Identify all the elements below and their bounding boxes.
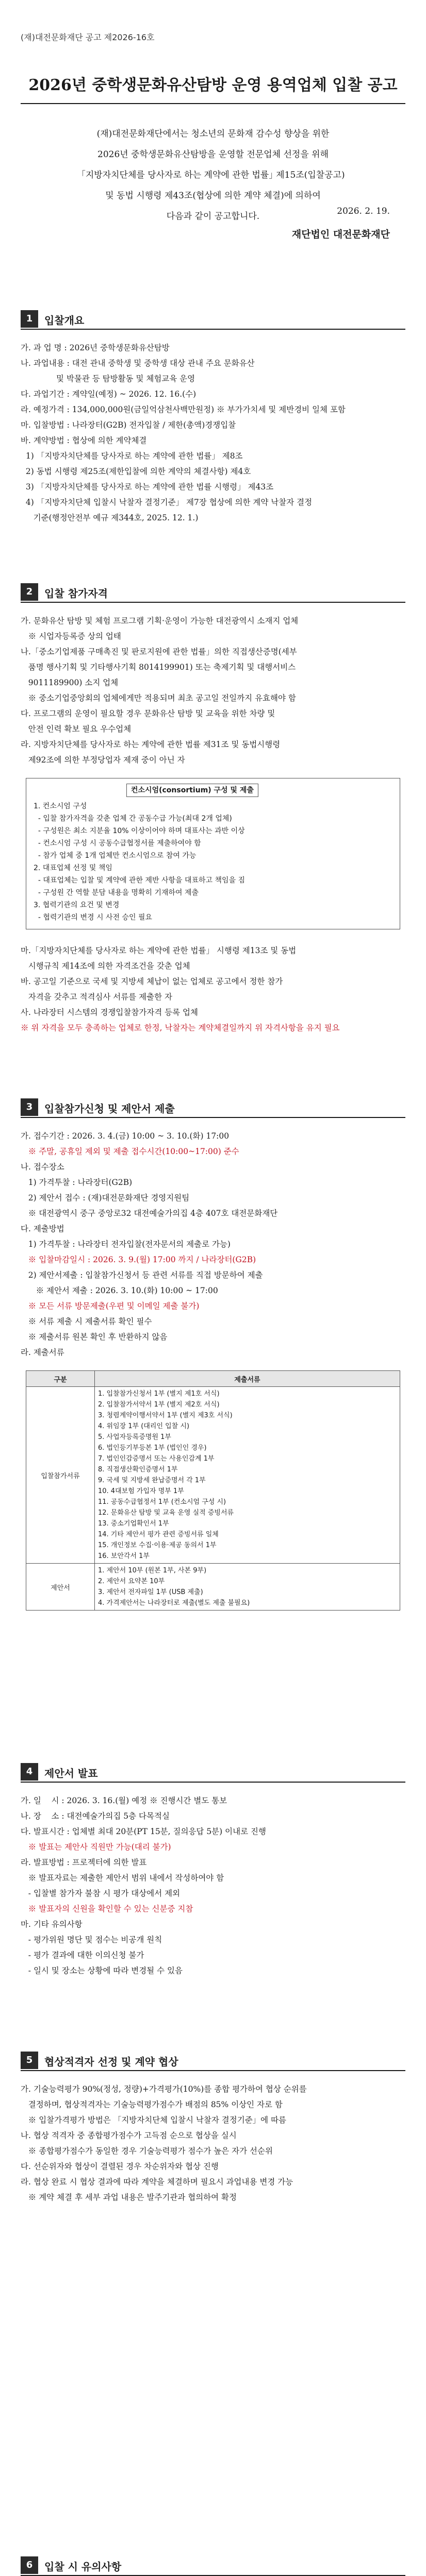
body-line: 나. 장 소 : 대전예술가의집 5층 다목적실 (21, 1811, 170, 1821)
body-line: 다. 과업기간 : 계약일(예정) ~ 2026. 12. 16.(수) (21, 389, 196, 399)
body-line: ※ 서류 제출 시 제출서류 확인 필수 (21, 1317, 152, 1326)
body-line: ※ 시업자등록증 상의 업태 (21, 632, 121, 641)
announcement-number: (재)대전문화재단 공고 제2026-16호 (21, 32, 155, 42)
announcement-date: 2026. 2. 19. (337, 206, 390, 216)
body-line: - 평가위원 명단 및 점수는 비공개 원칙 (21, 1935, 162, 1944)
body-line: 안전 인력 확보 필요 우수업체 (21, 724, 132, 734)
intro-line: 2026년 중학생문화유산탐방을 운영할 전문업체 선정을 위해 (97, 149, 329, 160)
document-item: 4. 위임장 1부 (대리인 입찰 시) (98, 1422, 190, 1430)
body-line: 나. 접수장소 (21, 1162, 64, 1172)
intro-line: 및 동법 시행령 제43조(협상에 의한 계약 체결)에 의하여 (105, 191, 321, 201)
section-number: 2 (21, 583, 38, 601)
section-number: 6 (21, 2556, 38, 2574)
body-line: 2) 제안서제출 : 입찰참가신청서 등 관련 서류를 직접 방문하여 제출 (21, 1270, 263, 1280)
body-line: 결정하며, 협상적격자는 기술능력평가점수가 배점의 85% 이상인 자로 함 (21, 2100, 283, 2109)
document-list (95, 1387, 400, 1564)
body-line: 가. 문화유산 탐방 및 체험 프로그램 기획·운영이 가능한 대전광역시 소재지 업체 (21, 616, 299, 625)
body-line: 마.「지방자치단체를 당사자로 하는 계약에 관한 법률」 시행령 제13조 및 동법 (21, 946, 297, 955)
section-title: 입찰개요 (44, 314, 85, 327)
document-item: 4. 가격제안서는 나라장터로 제출(별도 제출 불필요) (98, 1599, 250, 1607)
section-3-heading (21, 1097, 405, 1118)
body-line: 9011189900) 소지 업체 (21, 678, 119, 687)
section-1-heading (21, 309, 405, 330)
section-title: 협상적격자 선정 및 계약 협상 (44, 2056, 178, 2068)
body-line: ※ 대전광역시 중구 중앙로32 대전예술가의집 4층 407호 대전문화재단 (21, 1209, 278, 1218)
body-line: - 입찰별 참가자 불참 시 평가 대상에서 제외 (21, 1889, 181, 1898)
intro-line: ｢지방자치단체를 당사자로 하는 계약에 관한 법률｣ 제15조(입찰공고) (81, 170, 345, 180)
document-item: 14. 기타 제안서 평가 관련 증빙서류 일체 (98, 1531, 219, 1538)
box-line: - 구성원 간 역할 분담 내용을 명확히 기재하여 제출 (34, 889, 199, 897)
document-item: 9. 국세 및 지방세 완납증명서 각 1부 (98, 1477, 206, 1484)
body-line: 1) 「지방자치단체를 당사자로 하는 계약에 관한 법률」 제8조 (21, 451, 243, 461)
body-line: 라. 발표방법 : 프로젝터에 의한 발표 (21, 1858, 147, 1867)
document-item: 5. 사업자등록증명원 1부 (98, 1433, 171, 1441)
section-title: 입찰 참가자격 (44, 587, 108, 600)
body-line: 및 박물관 등 탐방활동 및 체험교육 운영 (21, 374, 195, 383)
body-line: 바. 계약방법 : 협상에 의한 계약체결 (21, 436, 147, 445)
section-6-heading (21, 2555, 405, 2576)
document-item: 8. 직접생산확인증명서 1부 (98, 1466, 178, 1473)
body-line: 기준(행정안전부 예규 제344호, 2025. 12. 1.) (21, 513, 199, 522)
consortium-info-box (26, 778, 400, 929)
body-line: - 일시 및 장소는 상황에 따라 변경될 수 있음 (21, 1966, 183, 1975)
section-number: 3 (21, 1098, 38, 1116)
intro-line: (재)대전문화재단에서는 청소년의 문화재 감수성 향상을 위한 (96, 129, 330, 139)
section-2-body (21, 613, 405, 768)
document-item: 2. 입찰참가서약서 1부 (별지 제2호 서식) (98, 1401, 220, 1409)
document-item: 11. 공동수급협정서 1부 (컨소시엄 구성 시) (98, 1498, 226, 1506)
document-item: 15. 개인정보 수집·이용·제공 동의서 1부 (98, 1541, 217, 1549)
column-header: 구분 (26, 1371, 95, 1387)
section-5-body (21, 2081, 405, 2205)
body-line: 마. 입찰방법 : 나라장터(G2B) 전자입찰 / 제한(총액)경쟁입찰 (21, 420, 236, 430)
announcing-org: 재단법인 대전문화재단 (291, 229, 390, 240)
box-line: - 입찰 참가자격을 갖춘 업체 간 공동수급 가능(최대 2개 업체) (34, 815, 232, 823)
body-line: ※ 발표자의 신원을 확인할 수 있는 신분증 지참 (21, 1904, 193, 1913)
column-header: 제출서류 (95, 1371, 400, 1387)
box-title: 컨소시엄(consortium) 구성 및 제출 (126, 784, 258, 797)
body-line: 3) 「지방자치단체를 당사자로 하는 계약에 관한 법률 시행령」 제43조 (21, 482, 274, 492)
box-line: - 참가 업체 중 1개 업체만 컨소시엄으로 참여 가능 (34, 852, 196, 860)
body-line: 라. 예정가격 : 134,000,000원(금일억삼천사백만원정) ※ 부가가치세 및 제반경비 일체 포함 (21, 405, 346, 414)
body-line: 마. 기타 유의사항 (21, 1920, 83, 1929)
section-2-heading (21, 582, 405, 603)
body-line: - 평가 결과에 대한 이의신청 불가 (21, 1951, 144, 1960)
body-line: 가. 일 시 : 2026. 3. 16.(월) 예정 ※ 진행시간 별도 통보 (21, 1796, 227, 1805)
body-line: 다. 선순위자와 협상이 결렬된 경우 차순위자와 협상 진행 (21, 2162, 219, 2171)
document-item: 1. 제안서 10부 (원본 1부, 사본 9부) (98, 1567, 207, 1574)
section-number: 1 (21, 310, 38, 328)
body-line: 나. 협상 적격자 중 종합평가점수가 고득점 순으로 협상을 실시 (21, 2131, 237, 2140)
document-item: 7. 법인인감증명서 또는 사용인감계 1부 (98, 1455, 215, 1463)
section-title: 입찰 시 유의사항 (44, 2561, 122, 2573)
section-number: 4 (21, 1763, 38, 1781)
section-number: 5 (21, 2052, 38, 2069)
box-line: 3. 협력기관의 요건 및 변경 (34, 901, 120, 909)
section-3-body (21, 1128, 405, 1360)
document-item: 16. 보안각서 1부 (98, 1552, 150, 1560)
body-line: 1) 가격투찰 : 나라장터 전자입찰(전자문서의 제출로 가능) (21, 1240, 231, 1249)
required-documents-table (26, 1370, 400, 1611)
body-line: 라. 협상 완료 시 협상 결과에 따라 계약을 체결하며 필요시 과업내용 변경 가능 (21, 2177, 293, 2187)
section-title: 입찰참가신청 및 제안서 제출 (44, 1103, 175, 1115)
table-row (26, 1387, 400, 1564)
body-line: ※ 모든 서류 방문제출(우편 및 이메일 제출 불가) (21, 1301, 200, 1311)
document-item: 12. 문화유산 탐방 및 교육 운영 실적 증빙서류 (98, 1509, 234, 1517)
box-line: - 컨소시엄 구성 시 공동수급협정서를 제출하여야 함 (34, 839, 201, 848)
body-line: 가. 접수기간 : 2026. 3. 4.(금) 10:00 ~ 3. 10.(화) 17:00 (21, 1131, 230, 1141)
body-line: ※ 발표는 제안사 직원만 가능(대리 불가) (21, 1842, 171, 1852)
body-line: ※ 입찰마감일시 : 2026. 3. 9.(월) 17:00 까지 / 나라장터(G2B) (21, 1255, 256, 1264)
body-line: 라. 제출서류 (21, 1348, 64, 1357)
table-row (26, 1564, 400, 1611)
body-line: 다. 프로그램의 운영이 필요할 경우 문화유산 탐방 및 교육을 위한 차량 및 (21, 709, 275, 718)
body-line: 다. 발표시간 : 업체별 최대 20분(PT 15분, 질의응답 5분) 이내로 진행 (21, 1827, 266, 1836)
body-line: 2) 제안서 접수 : (재)대전문화재단 경영지원팀 (21, 1193, 190, 1202)
box-line: - 구성원은 최소 지분율 10% 이상이어야 하며 대표사는 과반 이상 (34, 827, 245, 835)
box-line: - 협력기관의 변경 시 사전 승인 필요 (34, 913, 152, 922)
document-item: 3. 제안서 전자파일 1부 (USB 제출) (98, 1588, 203, 1596)
body-line: 바. 공고일 기준으로 국세 및 지방세 체납이 없는 업체로 공고에서 정한 참가 (21, 977, 283, 986)
document-list (95, 1564, 400, 1611)
document-item: 13. 중소기업확인서 1부 (98, 1520, 169, 1528)
section-title: 제안서 발표 (44, 1767, 98, 1780)
document-group: 입찰참가서류 (26, 1387, 95, 1564)
document-group: 제안서 (26, 1564, 95, 1611)
document-item: 6. 법인등기부등본 1부 (법인인 경우) (98, 1444, 207, 1452)
body-line: 제92조에 의한 부정당업자 제재 중이 아닌 자 (21, 755, 185, 765)
body-line: 가. 과 업 명 : 2026년 중학생문화유산탐방 (21, 343, 170, 352)
section-1-body (21, 340, 405, 526)
section-2-body-continued (21, 943, 405, 1036)
box-line: 2. 대표업체 선정 및 책임 (34, 864, 112, 872)
body-line: 가. 기술능력평가 90%(정성, 정량)+가격평가(10%)를 종합 평가하여 협상 순위를 (21, 2084, 307, 2094)
document-item: 2. 제안서 요약본 10부 (98, 1578, 165, 1585)
body-line: 1) 가격투찰 : 나라장터(G2B) (21, 1178, 133, 1187)
body-line: ※ 종합평가점수가 동일한 경우 기술능력평가 점수가 높은 자가 선순위 (21, 2146, 273, 2156)
body-line: ※ 발표자료는 제출한 제안서 범위 내에서 작성하여야 함 (21, 1873, 224, 1883)
body-line: 2) 동법 시행령 제25조(제한입찰에 의한 계약의 체결사항) 제4호 (21, 467, 251, 476)
section-4-body (21, 1793, 405, 1978)
document-item: 1. 입찰참가신청서 1부 (별지 제1호 서식) (98, 1390, 220, 1398)
box-line: - 대표업체는 입찰 및 계약에 관한 제반 사항을 대표하고 책임을 짐 (34, 876, 245, 885)
page-title: 2026년 중학생문화유산탐방 운영 용역업체 입찰 공고 (28, 76, 398, 94)
body-line: 사. 나라장터 시스템의 경쟁입찰참가자격 등록 업체 (21, 1008, 198, 1017)
body-line: 다. 제출방법 (21, 1224, 64, 1233)
section-5-heading (21, 2050, 405, 2071)
section-4-heading (21, 1762, 405, 1783)
body-line: ※ 입찰가격평가 방법은 「지방자치단체 입찰시 낙찰자 결정기준」에 따름 (21, 2115, 287, 2125)
title-divider (21, 103, 405, 104)
qualification-note: ※ 위 자격을 모두 충족하는 업체로 한정, 낙찰자는 계약체결일까지 위 자격사항을 유지 필요 (21, 1023, 340, 1032)
body-line: 품명 행사기획 및 기타행사기획 8014199901) 또는 축제기획 및 대행서비스 (21, 663, 296, 672)
body-line: ※ 중소기업중앙회의 업체에게만 적용되며 최초 공고일 전일까지 유효해야 함 (21, 693, 296, 703)
body-line: ※ 제안서 제출 : 2026. 3. 10.(화) 10:00 ~ 17:00 (21, 1286, 218, 1295)
body-line: 시행규칙 제14조에 의한 자격조건을 갖춘 업체 (21, 961, 190, 971)
body-line: ※ 계약 체결 후 세부 과업 내용은 발주기관과 협의하여 확정 (21, 2193, 237, 2202)
table-header-row (26, 1371, 400, 1387)
body-line: 4) 「지방자치단체 입찰시 낙찰자 결정기준」 제7장 협상에 의한 계약 낙찰자 결정 (21, 498, 313, 507)
body-line: 나. 과업내용 : 대전 관내 중학생 및 중학생 대상 관내 주요 문화유산 (21, 359, 255, 368)
document-item: 3. 청렴계약이행서약서 1부 (별지 제3호 서식) (98, 1412, 233, 1419)
body-line: ※ 주말, 공휴일 제외 및 제출 접수시간(10:00~17:00) 준수 (21, 1147, 239, 1156)
document-item: 10. 4대보험 가입자 명부 1부 (98, 1487, 184, 1495)
body-line: 나.「중소기업제품 구매촉진 및 판로지원에 관한 법률」의한 직접생산증명(세부 (21, 647, 297, 656)
body-line: 자격을 갖추고 적격심사 서류를 제출한 자 (21, 992, 172, 1002)
intro-line: 다음과 같이 공고합니다. (166, 211, 260, 222)
box-line: 1. 컨소시엄 구성 (34, 802, 87, 810)
body-line: ※ 제출서류 원본 확인 후 반환하지 않음 (21, 1332, 168, 1342)
body-line: 라. 지방자치단체를 당사자로 하는 계약에 관한 법률 제31조 및 동법시행령 (21, 740, 281, 749)
